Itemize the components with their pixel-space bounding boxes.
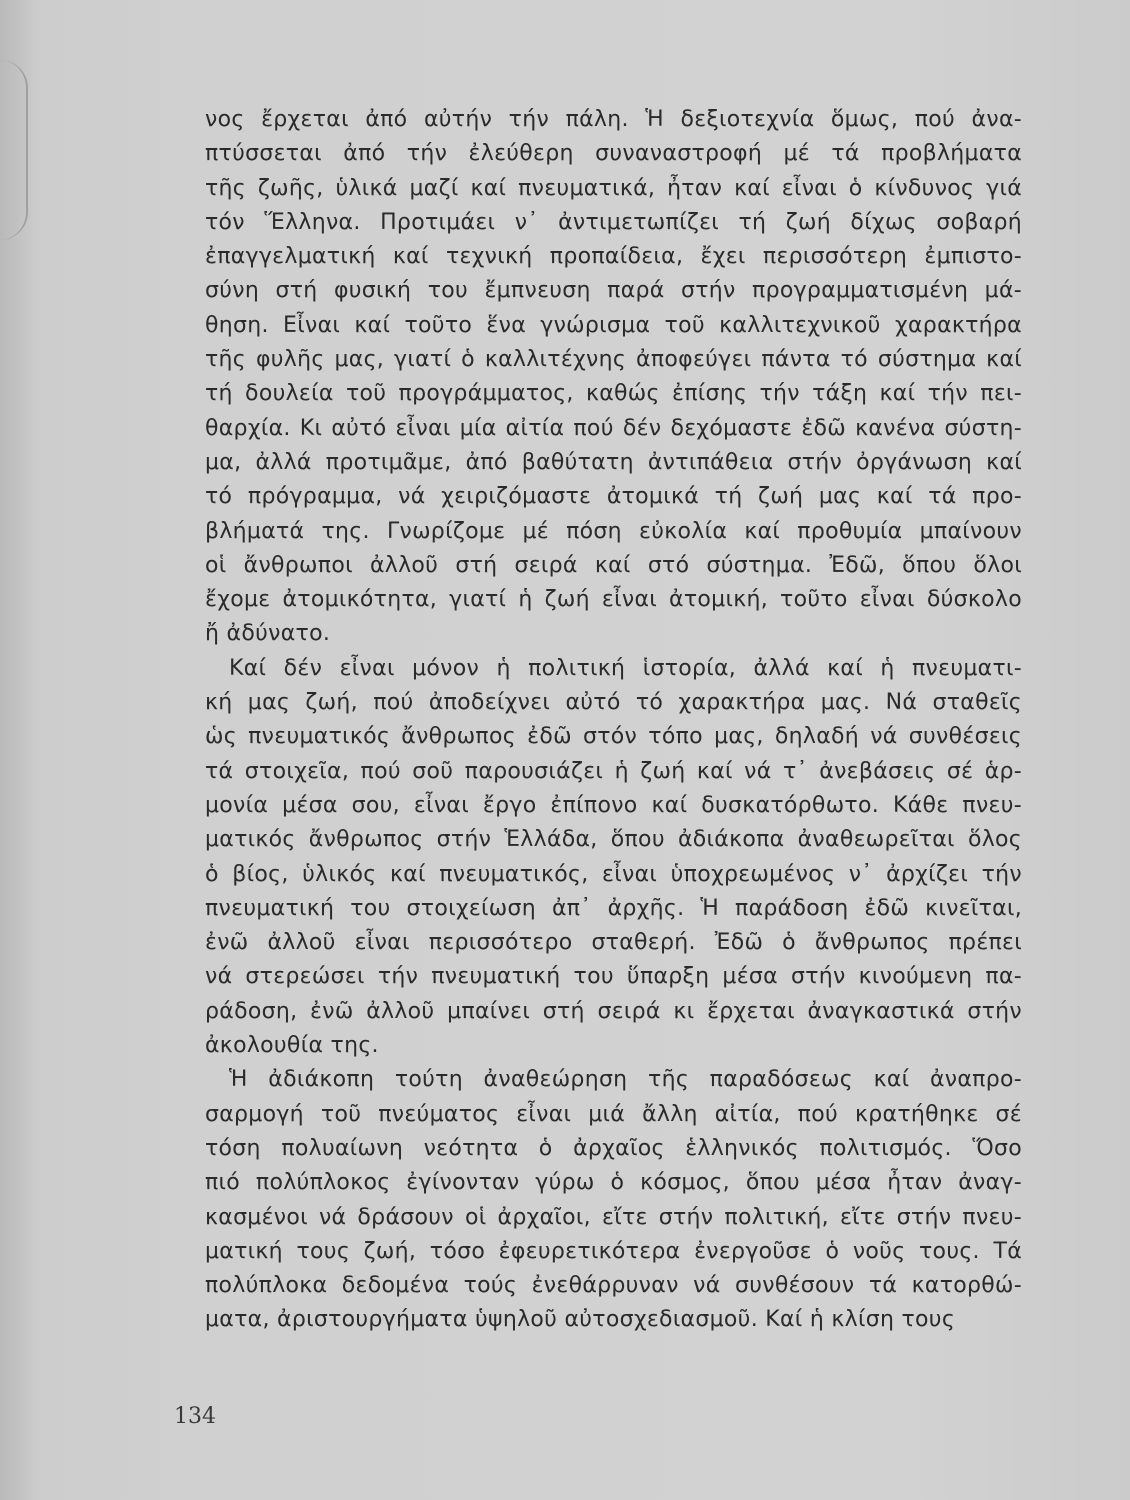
text-line: μονία μέσα σου, εἶναι ἔργο ἐπίπονο καί δυσκατόρθωτο. Κάθε πνευ-: [205, 792, 1022, 818]
text-line: νά στερεώσει τήν πνευματική του ὕπαρξη μέσα στήν κινούμενη πα-: [205, 964, 1022, 990]
text-line: πτύσσεται ἀπό τήν ἐλεύθερη συναναστροφή μέ τά προβλήματα: [205, 141, 1022, 167]
text-line: πιό πολύπλοκος ἐγίνονταν γύρω ὁ κόσμος, ὅπου μέσα ἦταν ἀναγ-: [205, 1170, 1022, 1196]
text-line: ματα, ἀριστουργήματα ὑψηλοῦ αὐτοσχεδιασμοῦ. Καί ἡ κλίση τους: [205, 1307, 956, 1333]
text-line: τῆς ζωῆς, ὑλικά μαζί καί πνευματικά, ἦταν καί εἶναι ὁ κίνδυνος γιά: [205, 175, 1022, 201]
text-line: τή δουλεία τοῦ προγράμματος, καθώς ἐπίσης τήν τάξη καί τήν πει-: [205, 381, 1022, 407]
text-line: ἀκολουθία της.: [205, 1033, 379, 1059]
text-line: μα, ἀλλά προτιμᾶμε, ἀπό βαθύτατη ἀντιπάθεια στήν ὀργάνωση καί: [205, 449, 1022, 475]
paragraph: [205, 652, 1022, 1064]
paragraph: [205, 1063, 1022, 1337]
page-number: 134: [174, 1404, 216, 1429]
text-line: οἱ ἄνθρωποι ἀλλοῦ στή σειρά καί στό σύστημα. Ἐδῶ, ὅπου ὅλοι: [205, 552, 1022, 578]
text-line: τόση πολυαίωνη νεότητα ὁ ἀρχαῖος ἑλληνικός πολιτισμός. Ὅσο: [205, 1135, 1022, 1161]
text-line: τό πρόγραμμα, νά χειριζόμαστε ἀτομικά τή ζωή μας καί τά προ-: [205, 484, 1022, 510]
text-line: τόν Ἕλληνα. Προτιμάει ν᾽ ἀντιμετωπίζει τή ζωή δίχως σοβαρή: [205, 209, 1022, 235]
text-line: σαρμογή τοῦ πνεύματος εἶναι μιά ἄλλη αἰτία, πού κρατήθηκε σέ: [205, 1101, 1022, 1127]
text-line: ράδοση, ἐνῶ ἀλλοῦ μπαίνει στή σειρά κι ἔρχεται ἀναγκαστικά στήν: [205, 998, 1022, 1024]
text-line: ἐνῶ ἀλλοῦ εἶναι περισσότερο σταθερή. Ἐδῶ ὁ ἄνθρωπος πρέπει: [205, 930, 1022, 956]
paragraph: [205, 103, 1022, 652]
text-line: ἐπαγγελματική καί τεχνική προπαίδεια, ἔχει περισσότερη ἐμπιστο-: [205, 244, 1022, 270]
text-line: ὁ βίος, ὑλικός καί πνευματικός, εἶναι ὑποχρεωμένος ν᾽ ἀρχίζει τήν: [205, 861, 1022, 887]
text-line: ὡς πνευματικός ἄνθρωπος ἐδῶ στόν τόπο μας, δηλαδή νά συνθέσεις: [205, 724, 1022, 750]
text-line: κασμένοι νά δράσουν οἱ ἀρχαῖοι, εἴτε στήν πολιτική, εἴτε στήν πνευ-: [205, 1204, 1022, 1230]
binding-edge: [0, 60, 28, 240]
text-line: πολύπλοκα δεδομένα τούς ἐνεθάρρυναν νά συνθέσουν τά κατορθώ-: [205, 1273, 1022, 1299]
text-line: θαρχία. Κι αὐτό εἶναι μία αἰτία πού δέν δεχόμαστε ἐδῶ κανένα σύστη-: [205, 415, 1022, 441]
text-line: ἔχομε ἀτομικότητα, γιατί ἡ ζωή εἶναι ἀτομική, τοῦτο εἶναι δύσκολο: [205, 587, 1022, 613]
text-line: βλήματά της. Γνωρίζομε μέ πόση εὐκολία καί προθυμία μπαίνουν: [205, 518, 1022, 544]
text-line: τῆς φυλῆς μας, γιατί ὁ καλλιτέχνης ἀποφεύγει πάντα τό σύστημα καί: [205, 347, 1022, 373]
body-text: [205, 103, 1022, 1338]
text-line: τά στοιχεῖα, πού σοῦ παρουσιάζει ἡ ζωή καί νά τ᾽ ἀνεβάσεις σέ ἁρ-: [205, 758, 1022, 784]
text-line: ματική τους ζωή, τόσο ἐφευρετικότερα ἐνεργοῦσε ὁ νοῦς τους. Τά: [205, 1238, 1022, 1264]
text-line: ματικός ἄνθρωπος στήν Ἑλλάδα, ὅπου ἀδιάκοπα ἀναθεωρεῖται ὅλος: [205, 827, 1022, 853]
text-line: θηση. Εἶναι καί τοῦτο ἕνα γνώρισμα τοῦ καλλιτεχνικοῦ χαρακτήρα: [205, 312, 1022, 338]
text-line: ἤ ἀδύνατο.: [205, 621, 331, 647]
text-line: νος ἔρχεται ἀπό αὐτήν τήν πάλη. Ἡ δεξιοτεχνία ὅμως, πού ἀνα-: [205, 107, 1022, 132]
text-line: Ἡ ἀδιάκοπη τούτη ἀναθεώρηση τῆς παραδόσεως καί ἀναπρο-: [229, 1067, 1022, 1093]
text-line: σύνη στή φυσική του ἔμπνευση παρά στήν προγραμματισμένη μά-: [205, 278, 1022, 304]
text-line: πνευματική του στοιχείωση ἀπ᾽ ἀρχῆς. Ἡ παράδοση ἐδῶ κινεῖται,: [205, 895, 1022, 921]
text-line: κή μας ζωή, πού ἀποδείχνει αὐτό τό χαρακτήρα μας. Νά σταθεῖς: [205, 690, 1022, 716]
text-line: Καί δέν εἶναι μόνον ἡ πολιτική ἱστορία, ἀλλά καί ἡ πνευματι-: [229, 655, 1022, 681]
